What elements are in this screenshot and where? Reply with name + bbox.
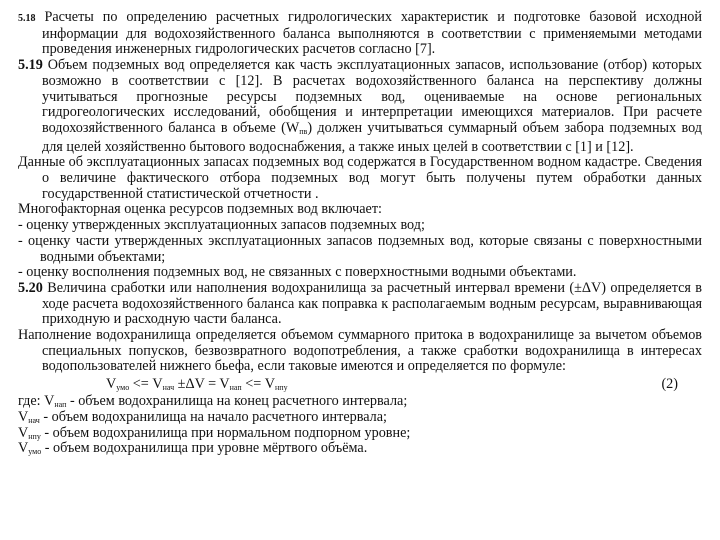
definition-line: где: $V_{нап}$ - объем водохранилища на конец расчетного интервала; (18, 393, 408, 410)
bullet-item (18, 234, 702, 265)
definition-line: $V_{умо}$ - объем водохранилища при уровне мёртвого объёма. (18, 440, 368, 457)
section-number: 5.18 (18, 13, 36, 24)
section-number: 5.20 (18, 279, 43, 296)
section-number: 5.19 (18, 57, 43, 74)
paragraph-5-20 (18, 281, 702, 328)
paragraph-5-19 (18, 58, 702, 155)
paragraph-multifactor (18, 202, 702, 218)
formula-number: (2) (661, 376, 678, 393)
paragraph-text: Многофакторная оценка ресурсов подземных вод включает: (18, 201, 382, 218)
bullet-item (18, 218, 702, 234)
bullet-text: - оценку восполнения подземных вод, не связанных с поверхностными водными объектами. (18, 264, 577, 281)
definition-line: $V_{нпу}$ - объем водохранилища при нормальном подпорном уровне; (18, 424, 411, 441)
formula-expression: $V_{умо} <= V_{нач} \pm\Delta V = V_{нап} <= V_{нпу}$ (106, 376, 288, 393)
paragraph-text: Объем подземных вод определяется как часть эксплуатационных запасов, использование (отбор) которых возможно в соответствии с [12]. В расчетах водохозяйственного баланса на перспективу должны учитываться прогнозные ресурсы подземных вод, оцениваемые на основе региональных гидрогеологических исследований, обобщения и интерпретации имеющихся материалов. При расчете водохозяйственного баланса в объеме (W (42, 57, 702, 136)
paragraph-text: Данные об эксплуатационных запасах подземных вод содержатся в Государственном водном кадастре. Сведения о величине фактического отбора подземных вод могут быть получены путем обработки данных государственной статистической отчетности . (18, 154, 702, 202)
bullet-text: - оценку части утвержденных эксплуатационных запасов подземных вод, которые связаны с поверхностными водными объектами; (18, 232, 702, 265)
paragraph-text: Наполнение водохранилища определяется объемом суммарного притока в водохранилище за вычетом объемов специальных попусков, безвозвратного водопотребления, а также сработки водохранилища в интересах водопользователей нижнего бьефа, если таковые имеются и определяется по формуле: (18, 327, 702, 375)
bullet-text: - оценку утвержденных эксплуатационных запасов подземных вод; (18, 217, 425, 234)
subscript: пв (299, 126, 308, 136)
paragraph-text: Расчеты по определению расчетных гидрологических характеристик и подготовке базовой исходной информации для водохозяйственного баланса выполняются в соответствии с применяемыми методами проведения инженерных гидрологических расчетов согласно [7]. (42, 9, 702, 58)
definition-line: $V_{нач}$ - объем водохранилища на начало расчетного интервала; (18, 408, 387, 425)
paragraph-groundwater-data (18, 155, 702, 202)
paragraph-reservoir-filling (18, 328, 702, 375)
paragraph-text-cont: ) должен учитываться суммарный объем забора подземных вод для целей хозяйственно бытового водоснабжения, а также иных целей в соответствии с [1] и [12]. (42, 119, 703, 155)
formula-2 (18, 375, 702, 394)
paragraph-5-18 (18, 10, 702, 58)
bullet-item (18, 265, 702, 281)
paragraph-text: Величина сработки или наполнения водохранилища за расчетный интервал времени (±ΔV) определяется в ходе расчета водохозяйственного баланса как поправка к располагаемым водным ресурсам, выравнивающая приходную и расходную части баланса. (42, 279, 702, 328)
